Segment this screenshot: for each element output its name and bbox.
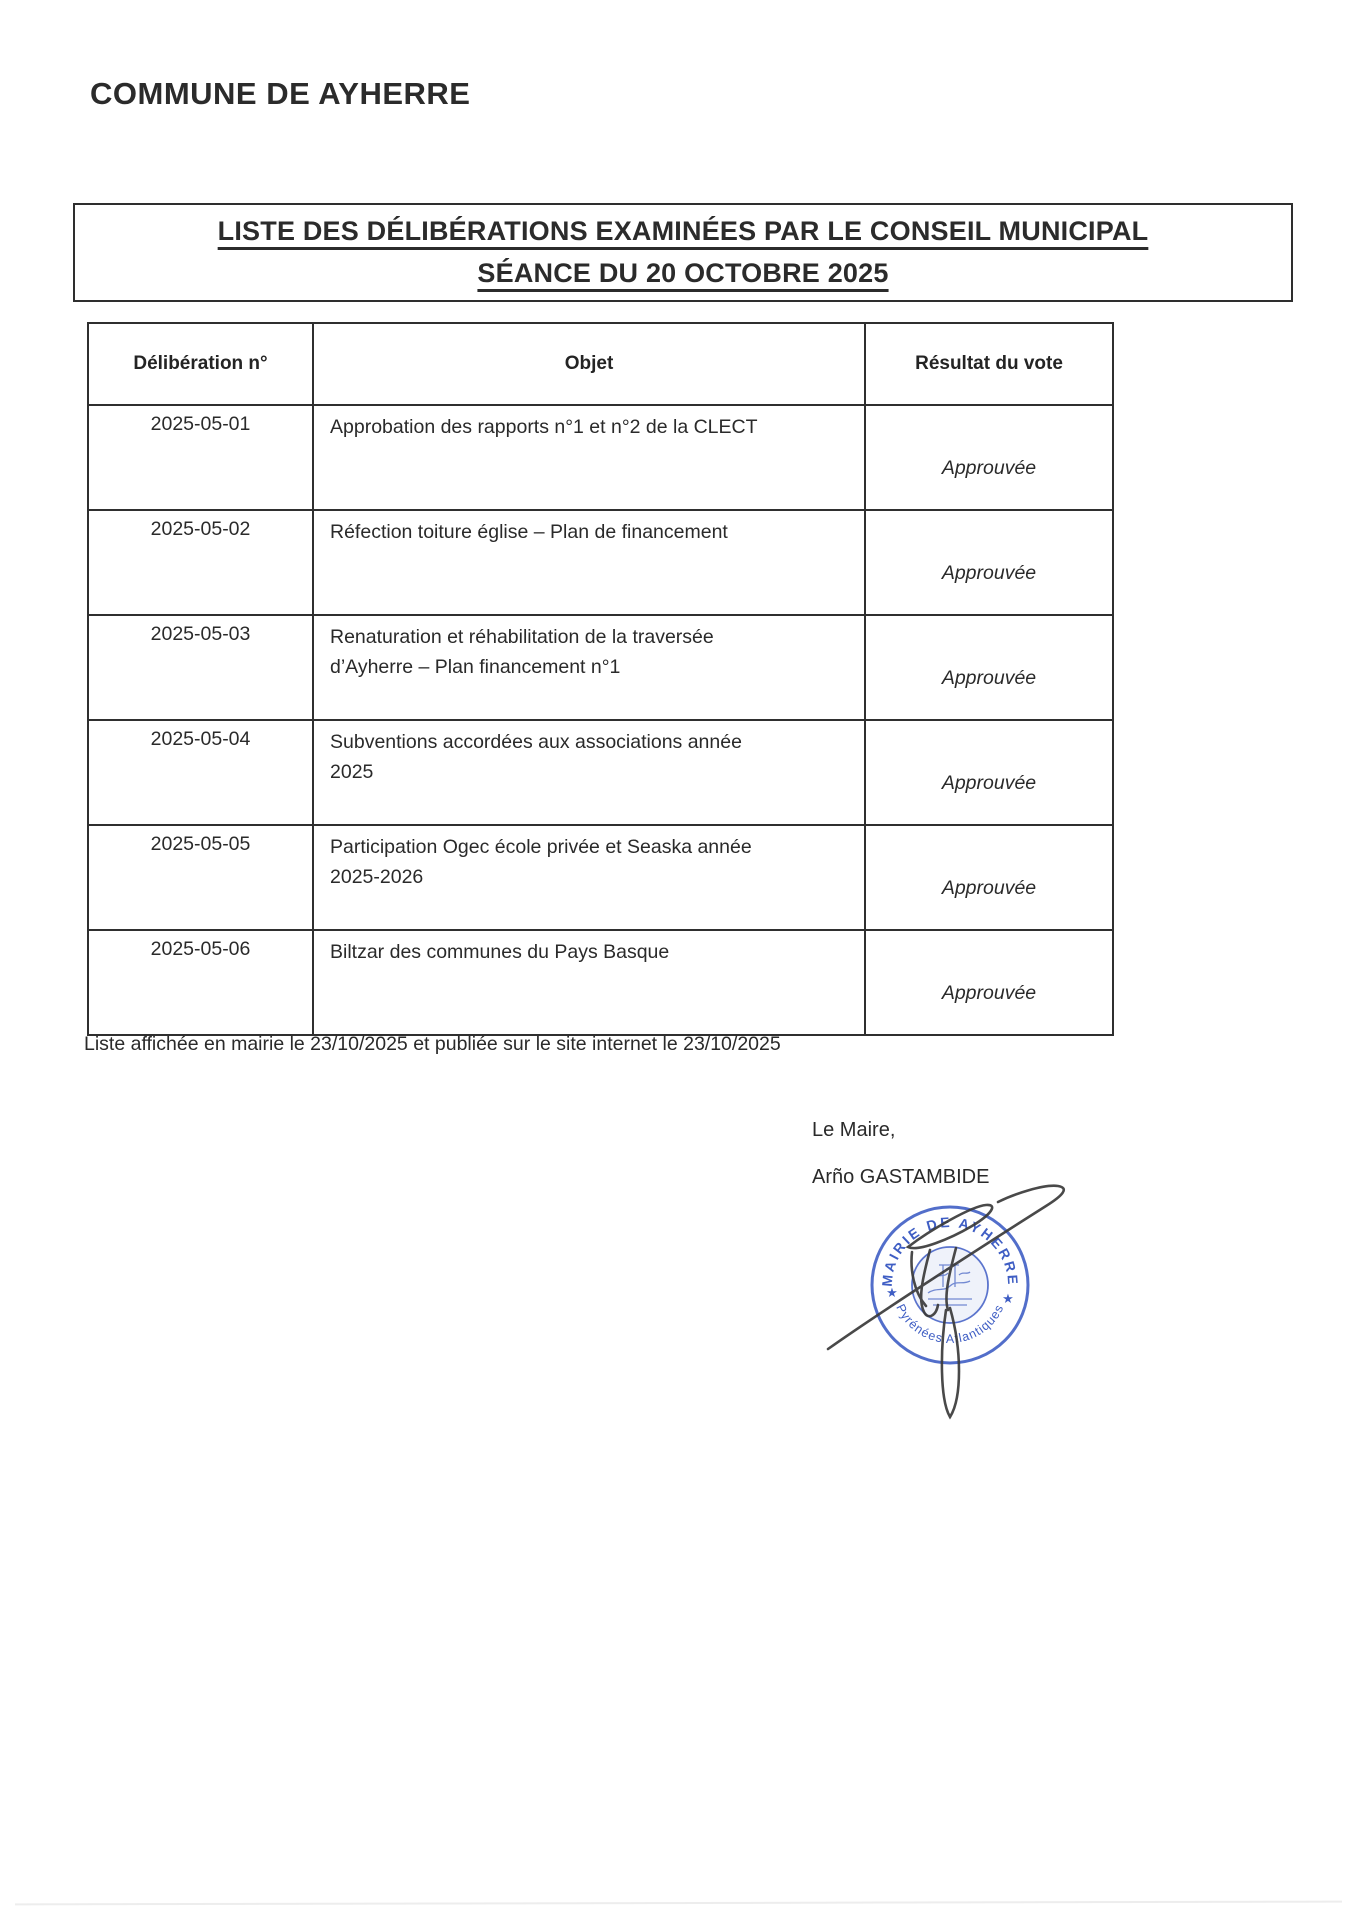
objet-line-1: Biltzar des communes du Pays Basque xyxy=(330,941,670,963)
signature-name: Arño GASTAMBIDE xyxy=(812,1166,990,1188)
scan-artifact-line xyxy=(15,1901,1342,1906)
deliberation-objet xyxy=(313,615,865,720)
table-row xyxy=(88,930,1113,1035)
objet-line-1: Réfection toiture église – Plan de financement xyxy=(330,521,728,543)
deliberation-number: 2025-05-01 xyxy=(88,405,313,510)
vote-result: Approuvée xyxy=(865,405,1113,510)
objet-line-1: Subventions accordées aux associations année xyxy=(330,731,742,753)
table-row xyxy=(88,720,1113,825)
objet-line-1: Approbation des rapports n°1 et n°2 de la CLECT xyxy=(330,416,758,438)
vote-result: Approuvée xyxy=(865,930,1113,1035)
table-row xyxy=(88,510,1113,615)
table-header-row xyxy=(88,323,1113,405)
objet-line-2: 2025 xyxy=(330,761,374,784)
deliberation-objet xyxy=(313,510,865,615)
deliberation-number: 2025-05-02 xyxy=(88,510,313,615)
header-deliberation-number: Délibération n° xyxy=(88,323,313,405)
objet-line-2: d’Ayherre – Plan financement n°1 xyxy=(330,656,621,679)
signature-title: Le Maire, xyxy=(812,1119,896,1141)
deliberation-objet xyxy=(313,825,865,930)
vote-result: Approuvée xyxy=(865,615,1113,720)
deliberation-number: 2025-05-05 xyxy=(88,825,313,930)
deliberation-number: 2025-05-04 xyxy=(88,720,313,825)
table-row xyxy=(88,405,1113,510)
objet-line-2: 2025-2026 xyxy=(330,866,424,889)
header-resultat-vote: Résultat du vote xyxy=(865,323,1113,405)
heading-box xyxy=(73,203,1293,302)
table-row xyxy=(88,825,1113,930)
heading-line-2: SÉANCE DU 20 OCTOBRE 2025 xyxy=(477,258,889,288)
deliberation-objet xyxy=(313,930,865,1035)
publication-note: Liste affichée en mairie le 23/10/2025 et publiée sur le site internet le 23/10/2025 xyxy=(84,1033,781,1055)
vote-result: Approuvée xyxy=(865,720,1113,825)
objet-line-1: Renaturation et réhabilitation de la traversée xyxy=(330,626,714,648)
deliberation-number: 2025-05-06 xyxy=(88,930,313,1035)
deliberation-objet xyxy=(313,405,865,510)
handwritten-signature xyxy=(660,1165,1120,1445)
table-row xyxy=(88,615,1113,720)
deliberation-objet xyxy=(313,720,865,825)
stamp-top-text: MAIRIE DE AYHERRE xyxy=(878,1213,1022,1288)
commune-title: COMMUNE DE AYHERRE xyxy=(90,76,471,111)
heading-line-1: LISTE DES DÉLIBÉRATIONS EXAMINÉES PAR LE CONSEIL MUNICIPAL xyxy=(217,216,1149,246)
star-icon: ★ xyxy=(1002,1291,1014,1306)
deliberations-table xyxy=(87,322,1114,1036)
deliberation-number: 2025-05-03 xyxy=(88,615,313,720)
star-icon: ★ xyxy=(886,1285,898,1300)
header-objet: Objet xyxy=(313,323,865,405)
objet-line-1: Participation Ogec école privée et Seaska année xyxy=(330,836,752,858)
vote-result: Approuvée xyxy=(865,825,1113,930)
vote-result: Approuvée xyxy=(865,510,1113,615)
stamp-bottom-text: Pyrénées Atlantiques xyxy=(893,1301,1007,1346)
